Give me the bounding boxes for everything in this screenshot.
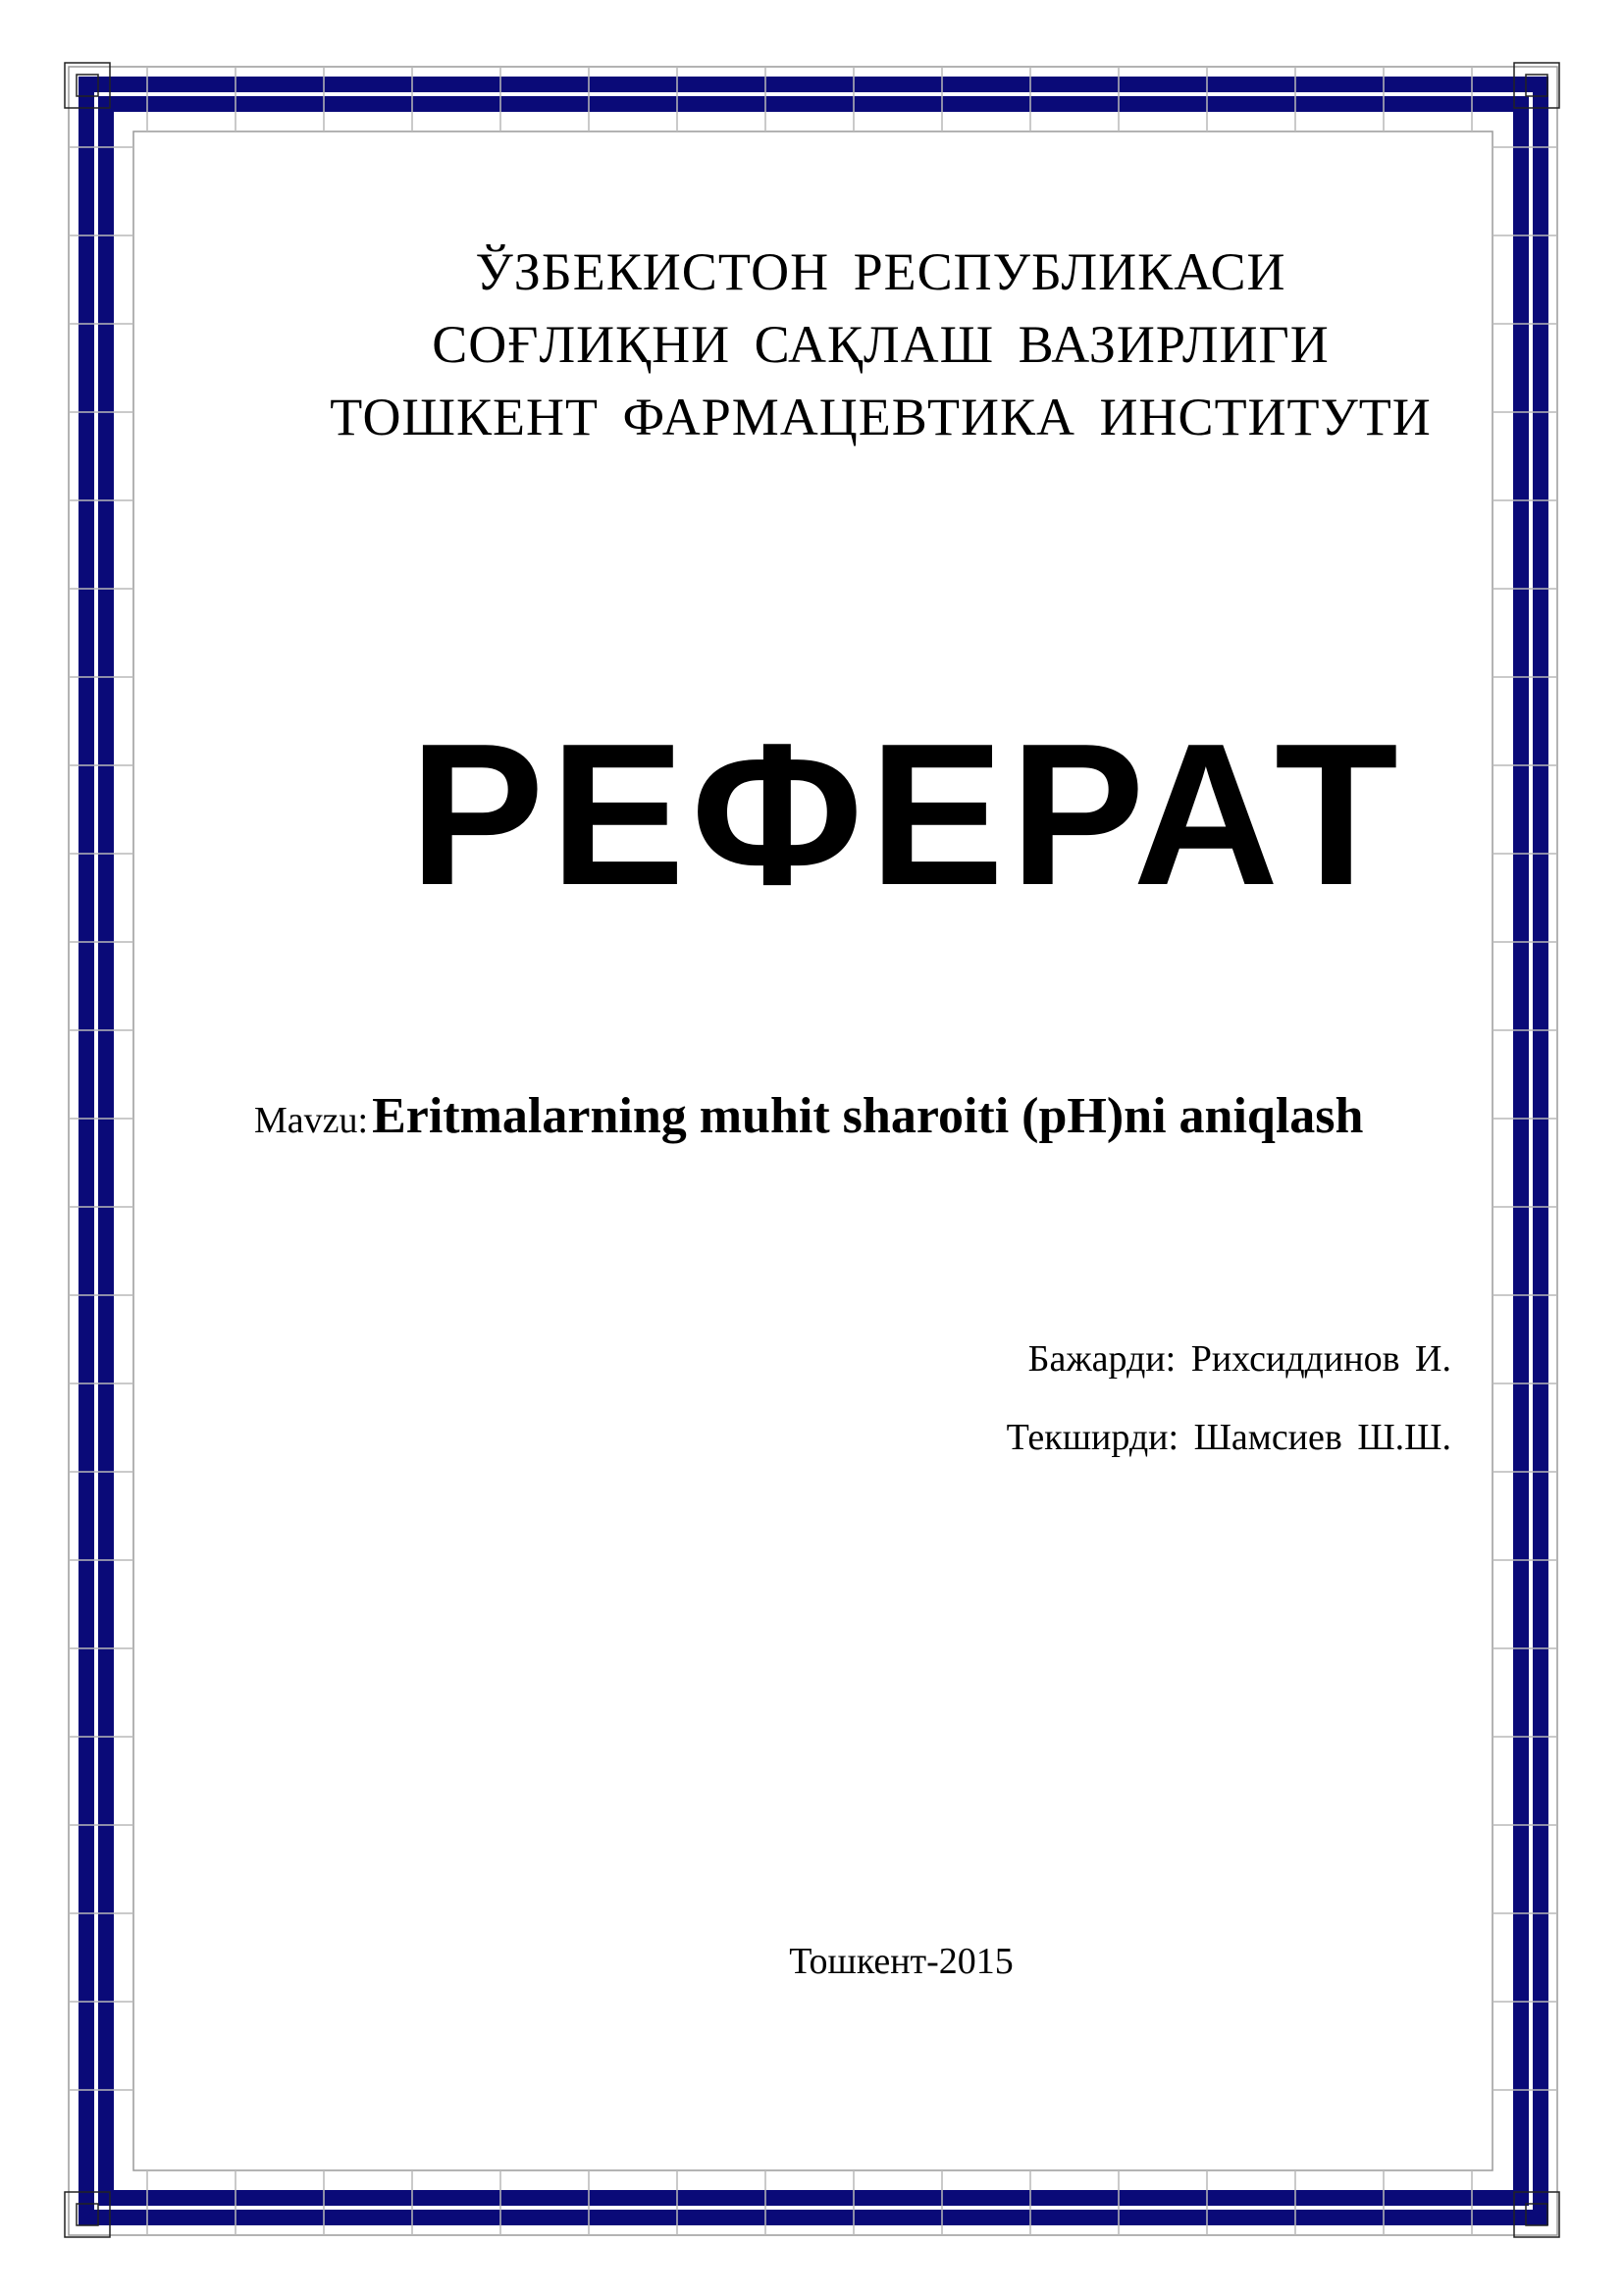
frame-band2-bottom	[98, 2190, 1529, 2206]
topic-text: Eritmalarning muhit sharoiti (pH)ni aniqlash	[372, 1088, 1364, 1144]
city-year-footer: Тошкент-2015	[789, 1941, 1014, 1982]
ministry-country-line: ЎЗБЕКИСТОН РЕСПУБЛИКАСИ	[475, 242, 1286, 301]
topic-label: Mavzu:	[254, 1100, 369, 1141]
frame-band-bottom	[79, 2210, 1548, 2225]
frame-band2-top	[98, 96, 1529, 112]
ministry-name-line: СОҒЛИҚНИ САҚЛАШ ВАЗИРЛИГИ	[432, 315, 1330, 374]
frame-band-top	[79, 77, 1548, 92]
checked-by-line: Текширди: Шамсиев Ш.Ш.	[1006, 1417, 1451, 1458]
performed-by-line: Бажарди: Рихсиддинов И.	[1027, 1338, 1451, 1380]
document-type-title: РЕФЕРАТ	[409, 702, 1404, 927]
institute-name-line: ТОШКЕНТ ФАРМАЦЕВТИКА ИНСТИТУТИ	[330, 388, 1432, 446]
topic-row	[254, 1087, 1363, 1145]
